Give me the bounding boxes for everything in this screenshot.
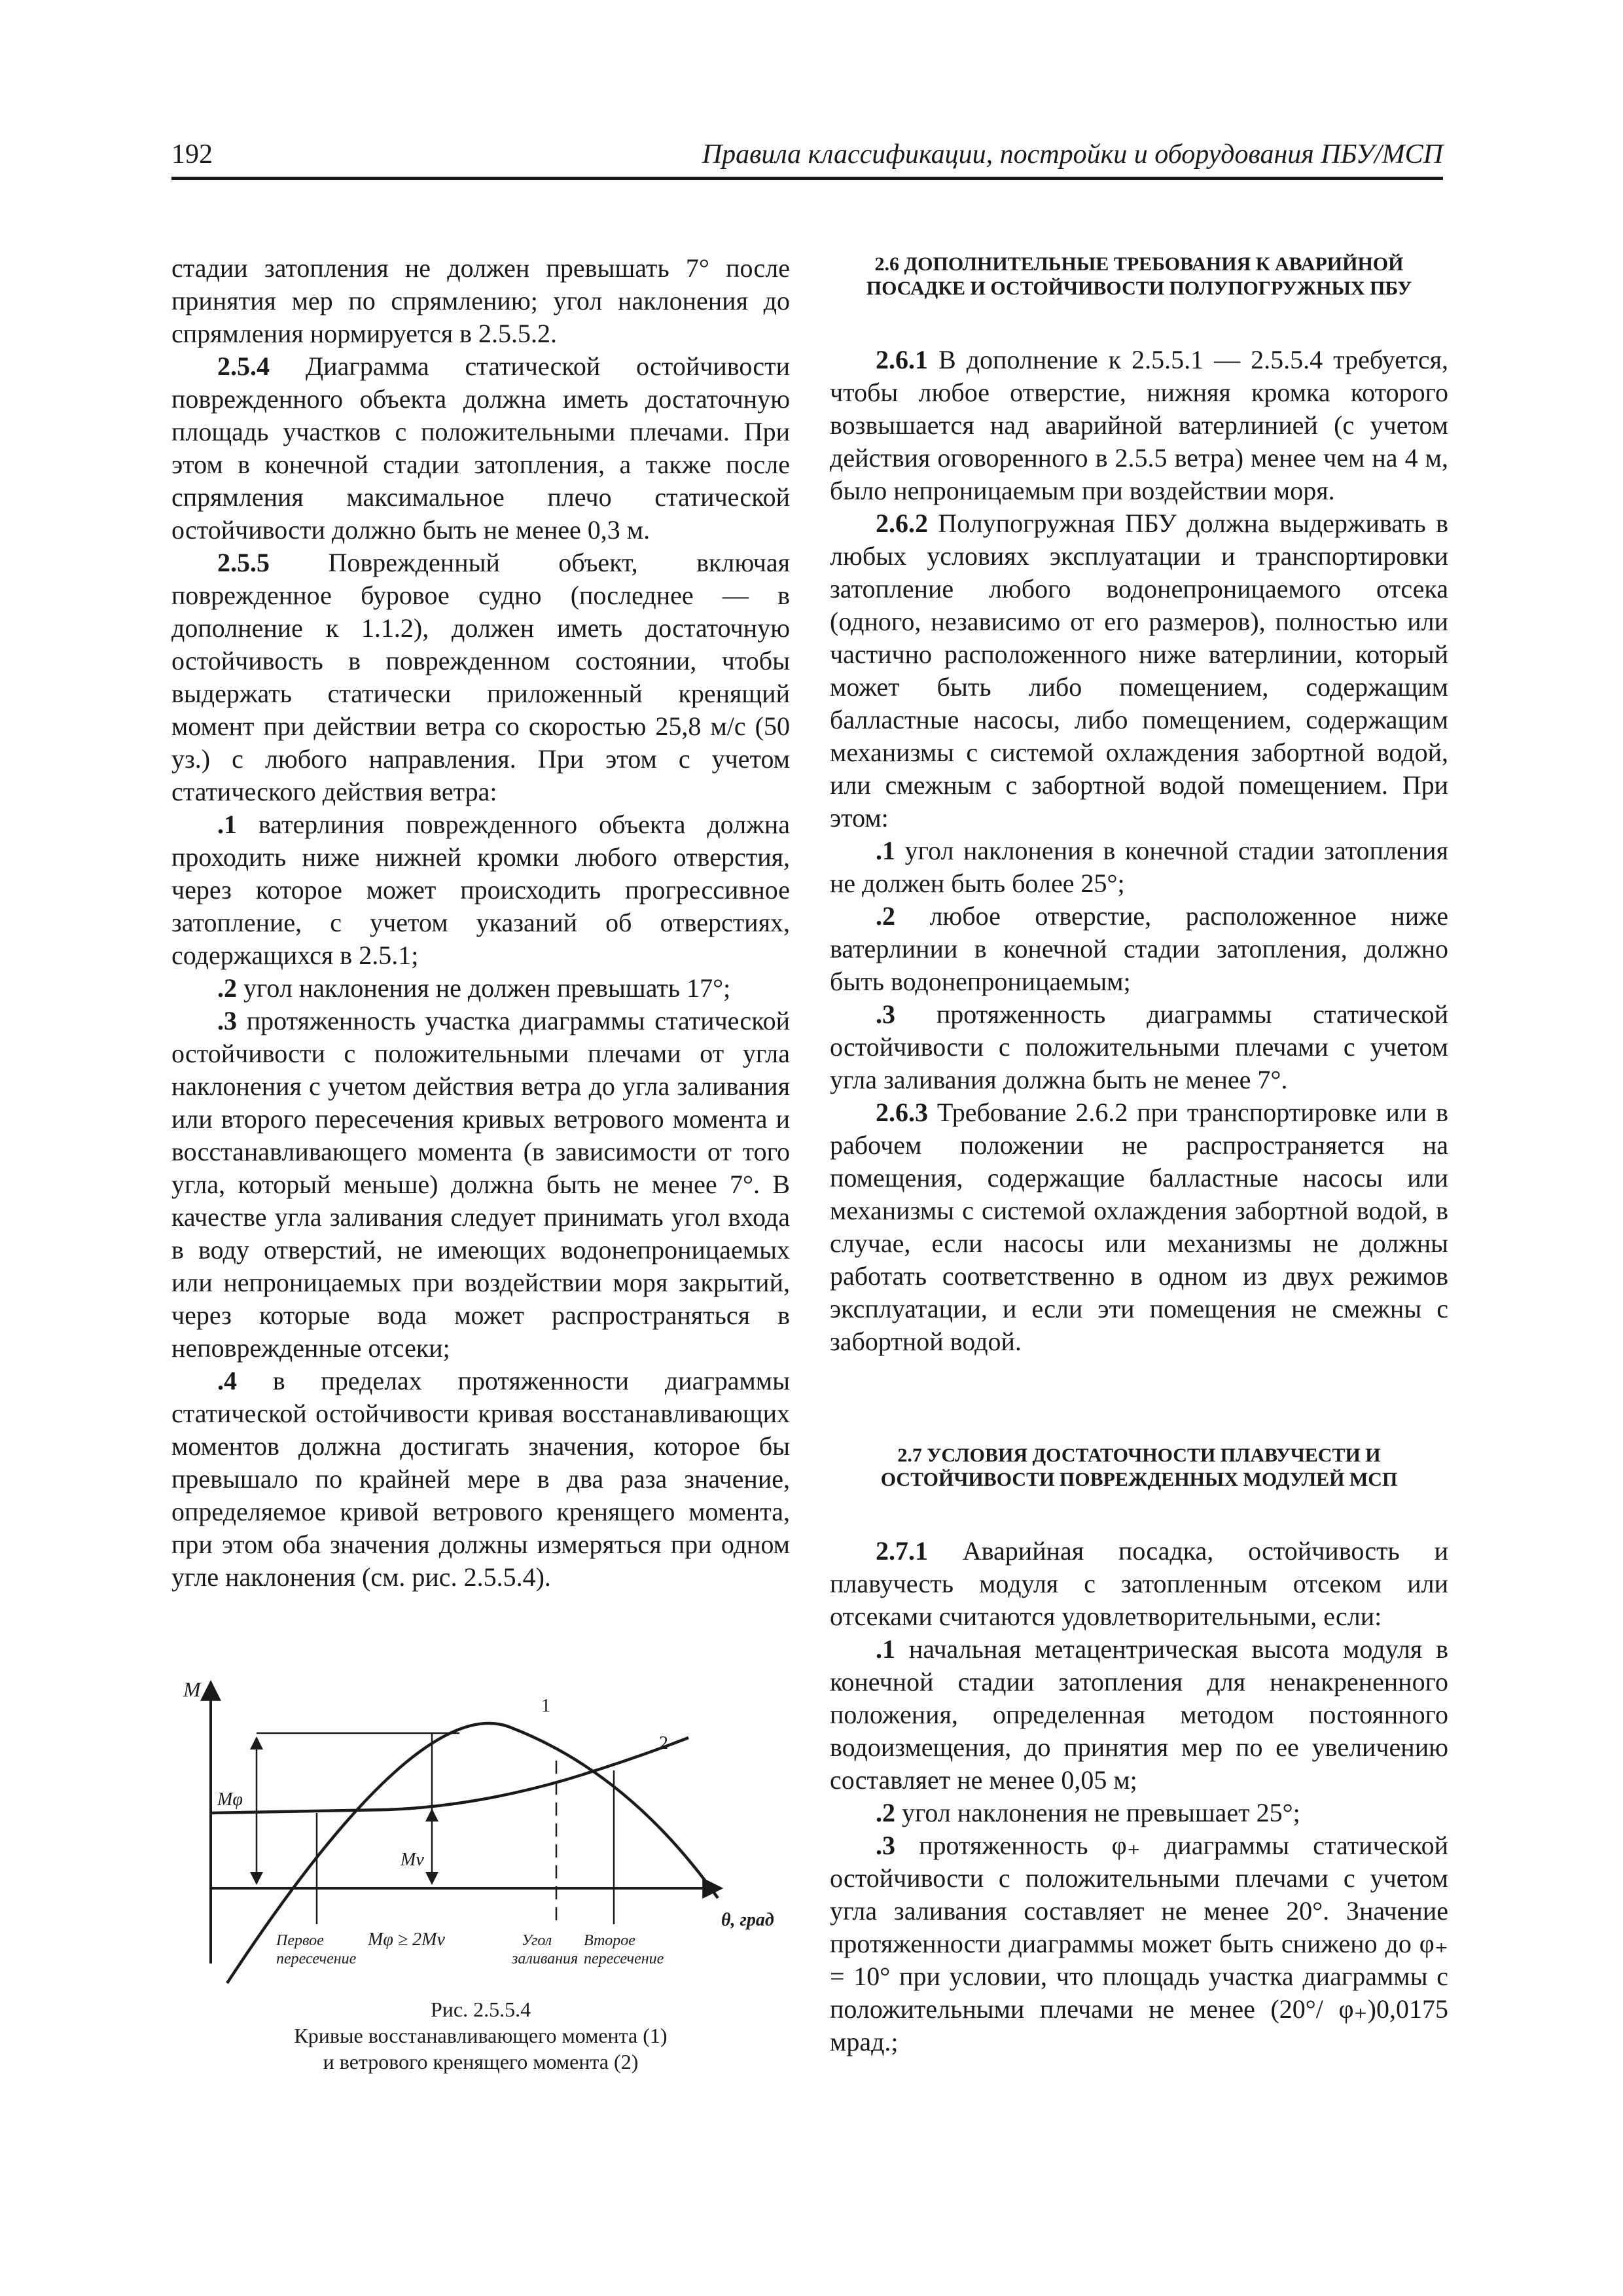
item-2: [830, 900, 1448, 998]
second-intersection-label-1: Второе: [584, 1932, 635, 1949]
condition-label: Mφ ≥ 2Mv: [368, 1929, 445, 1950]
caption-line-1: Кривые восстанавливающего момента (1): [294, 2024, 668, 2047]
item-3: [830, 998, 1448, 1096]
item-text: протяженность диаграммы статической остойчивости с положительными плечами с учетом угла заливания должна быть не менее 7°.: [830, 999, 1448, 1094]
flooding-angle-label-1: Угол: [522, 1932, 552, 1949]
item-number: .2: [217, 973, 237, 1003]
item-text: угол наклонения не должен превышать 17°;: [237, 973, 731, 1003]
paragraph-2-5-5: [171, 547, 790, 808]
flooding-angle-label-2: заливания: [512, 1950, 579, 1967]
item-number: .1: [217, 810, 237, 839]
curve-1-label: 1: [541, 1696, 550, 1716]
paragraph-2-6-1: [830, 344, 1448, 507]
item-text: протяженность φ₊ диаграммы статической остойчивости с положительными плечами с учетом угла заливания составляет не менее 20°. Значение протяженности диаграммы может быть снижено до φ₊ = 10° при условии, что площадь участка диаграммы с положительными плечами не менее (20°/ φ₊)0,0175 мрад.;: [830, 1831, 1448, 2056]
running-title: Правила классификации, постройки и оборудования ПБУ/МСП: [702, 139, 1443, 170]
item-2: [830, 1797, 1448, 1829]
heeling-moment-curve: [211, 1738, 688, 1813]
item-number: .1: [876, 1634, 895, 1664]
figure-caption: [171, 1996, 790, 2075]
paragraph-2-6-2: [830, 507, 1448, 834]
second-intersection-label-2: пересечение: [584, 1950, 664, 1967]
section-heading-2-6: 2.6 ДОПОЛНИТЕЛЬНЫЕ ТРЕБОВАНИЯ К АВАРИЙНОЙ ПОСАДКЕ И ОСТОЙЧИВОСТИ ПОЛУПОГРУЖНЫХ ПБУ: [866, 253, 1412, 299]
item-1: [171, 808, 790, 972]
first-intersection-label-1: Первое: [276, 1932, 324, 1949]
item-2: [171, 972, 790, 1005]
clause-number: 2.6.3: [876, 1098, 928, 1127]
item-4: [171, 1365, 790, 1594]
item-number: .1: [876, 836, 895, 865]
item-number: .3: [876, 999, 895, 1029]
item-3: [171, 1005, 790, 1365]
page-number: 192: [171, 139, 213, 170]
clause-number: 2.5.5: [217, 548, 270, 577]
clause-text: Полупогружная ПБУ должна выдерживать в любых условиях эксплуатации и транспортировки затопление любого водонепроницаемого отсека (одного, независимо от его размеров), полностью или частично расположенного ниже ватерлинии, который может быть либо помещением, содержащим балластные насосы, либо помещением, содержащим механизмы с системой охлаждения забортной водой, или смежным с забортной водой помещением. При этом:: [830, 509, 1448, 833]
clause-text: Диаграмма статической остойчивости поврежденного объекта должна иметь достаточную площадь участков с положительными плечами. При этом в конечной стадии затопления, а также после спрямления максимальное плечо статической остойчивости должно быть не менее 0,3 м.: [171, 351, 790, 545]
paragraph-continuation: стадии затопления не должен превышать 7° после принятия мер по спрямлению; угол наклонения до спрямления нормируется в 2.5.5.2.: [171, 253, 790, 348]
paragraph-2-7-1: [830, 1535, 1448, 1633]
item-text: протяженность участка диаграммы статической остойчивости с положительными плечами от угла наклонения с учетом действия ветра до угла заливания или второго пересечения кривых ветрового момента и восстанавливающего момента (в зависимости от того угла, который меньше) должна быть не менее 7°. В качестве угла заливания следует принимать угол входа в воду отверстий, не имеющих водонепроницаемых или непроницаемых при воздействии моря закрытий, через которые вода может распространяться в неповрежденные отсеки;: [171, 1006, 790, 1363]
item-number: .2: [876, 901, 895, 931]
item-text: любое отверстие, расположенное ниже ватерлинии в конечной стадии затопления, должно быть водонепроницаемым;: [830, 901, 1448, 996]
m-phi-label: Mφ: [217, 1789, 243, 1810]
clause-text: Аварийная посадка, остойчивость и плавучесть модуля с затопленным отсеком или отсеками считаются удовлетворительными, если:: [830, 1536, 1448, 1631]
right-column: [830, 252, 1448, 2058]
mv-label: Mv: [401, 1850, 424, 1870]
clause-text: Требование 2.6.2 при транспортировке или в рабочем положении не распространяется на помещения, содержащие балластные насосы или механизмы с системой охлаждения забортной водой, в случае, если насосы или механизмы не должны работать соответственно в одном из двух режимов эксплуатации, и если эти помещения не смежны с забортной водой.: [830, 1098, 1448, 1356]
item-number: .3: [217, 1006, 237, 1035]
item-number: .4: [217, 1366, 237, 1395]
item-number: .3: [876, 1831, 895, 1860]
header-rule: [171, 177, 1443, 180]
clause-number: 2.6.1: [876, 345, 928, 374]
clause-text: Поврежденный объект, включая поврежденное буровое судно (последнее — в дополнение к 1.1.2), должен иметь достаточную остойчивость в поврежденном состоянии, чтобы выдержать статически приложенный кренящий момент при действии ветра со скоростью 25,8 м/с (50 уз.) с любого направления. При этом с учетом статического действия ветра:: [171, 548, 790, 806]
figure-2-5-5-4: [171, 1676, 790, 2075]
item-number: .2: [876, 1798, 895, 1827]
caption-line-2: и ветрового кренящего момента (2): [323, 2050, 639, 2073]
clause-number: 2.6.2: [876, 509, 928, 538]
paragraph-2-6-3: [830, 1096, 1448, 1358]
first-intersection-label-2: пересечение: [276, 1950, 357, 1967]
y-axis-label: M: [183, 1677, 201, 1701]
item-text: в пределах протяженности диаграммы статической остойчивости кривая восстанавливающих моментов должна достигать значения, которое бы превышало по крайней мере в два раза значение, определяемое кривой ветрового кренящего момента, при этом оба значения должны измеряться при одном угле наклонения (см. рис. 2.5.5.4).: [171, 1366, 790, 1592]
item-3: [830, 1829, 1448, 2058]
x-axis-label: θ, град: [721, 1910, 774, 1930]
item-text: угол наклонения не превышает 25°;: [895, 1798, 1300, 1827]
item-text: угол наклонения в конечной стадии затопления не должен быть более 25°;: [830, 836, 1448, 898]
item-text: ватерлиния поврежденного объекта должна проходить ниже нижней кромки любого отверстия, через которое может происходить прогрессивное затопление, с учетом указаний об отверстиях, содержащихся в 2.5.1;: [171, 810, 790, 970]
item-1: [830, 1633, 1448, 1797]
stability-diagram: [171, 1676, 790, 1990]
clause-text: В дополнение к 2.5.5.1 — 2.5.5.4 требуется, чтобы любое отверстие, нижняя кромка которого возвышается над аварийной ватерлинией (с учетом действия оговоренного в 2.5.5 ветра) менее чем на 4 м, было непроницаемым при воздействии моря.: [830, 345, 1448, 505]
left-column: [171, 252, 790, 1594]
caption-number: Рис. 2.5.5.4: [430, 1998, 531, 2021]
clause-number: 2.7.1: [876, 1536, 928, 1566]
section-heading-2-7: 2.7 УСЛОВИЯ ДОСТАТОЧНОСТИ ПЛАВУЧЕСТИ И ОСТОЙЧИВОСТИ ПОВРЕЖДЕННЫХ МОДУЛЕЙ МСП: [880, 1444, 1398, 1490]
item-1: [830, 834, 1448, 900]
curve-2-label: 2: [659, 1733, 668, 1753]
clause-number: 2.5.4: [217, 351, 270, 381]
paragraph-2-5-4: [171, 350, 790, 547]
item-text: начальная метацентрическая высота модуля в конечной стадии затопления для ненакрененного положения, определенная методом постоянного водоизмещения, до принятия мер по ее увеличению составляет не менее 0,05 м;: [830, 1634, 1448, 1795]
